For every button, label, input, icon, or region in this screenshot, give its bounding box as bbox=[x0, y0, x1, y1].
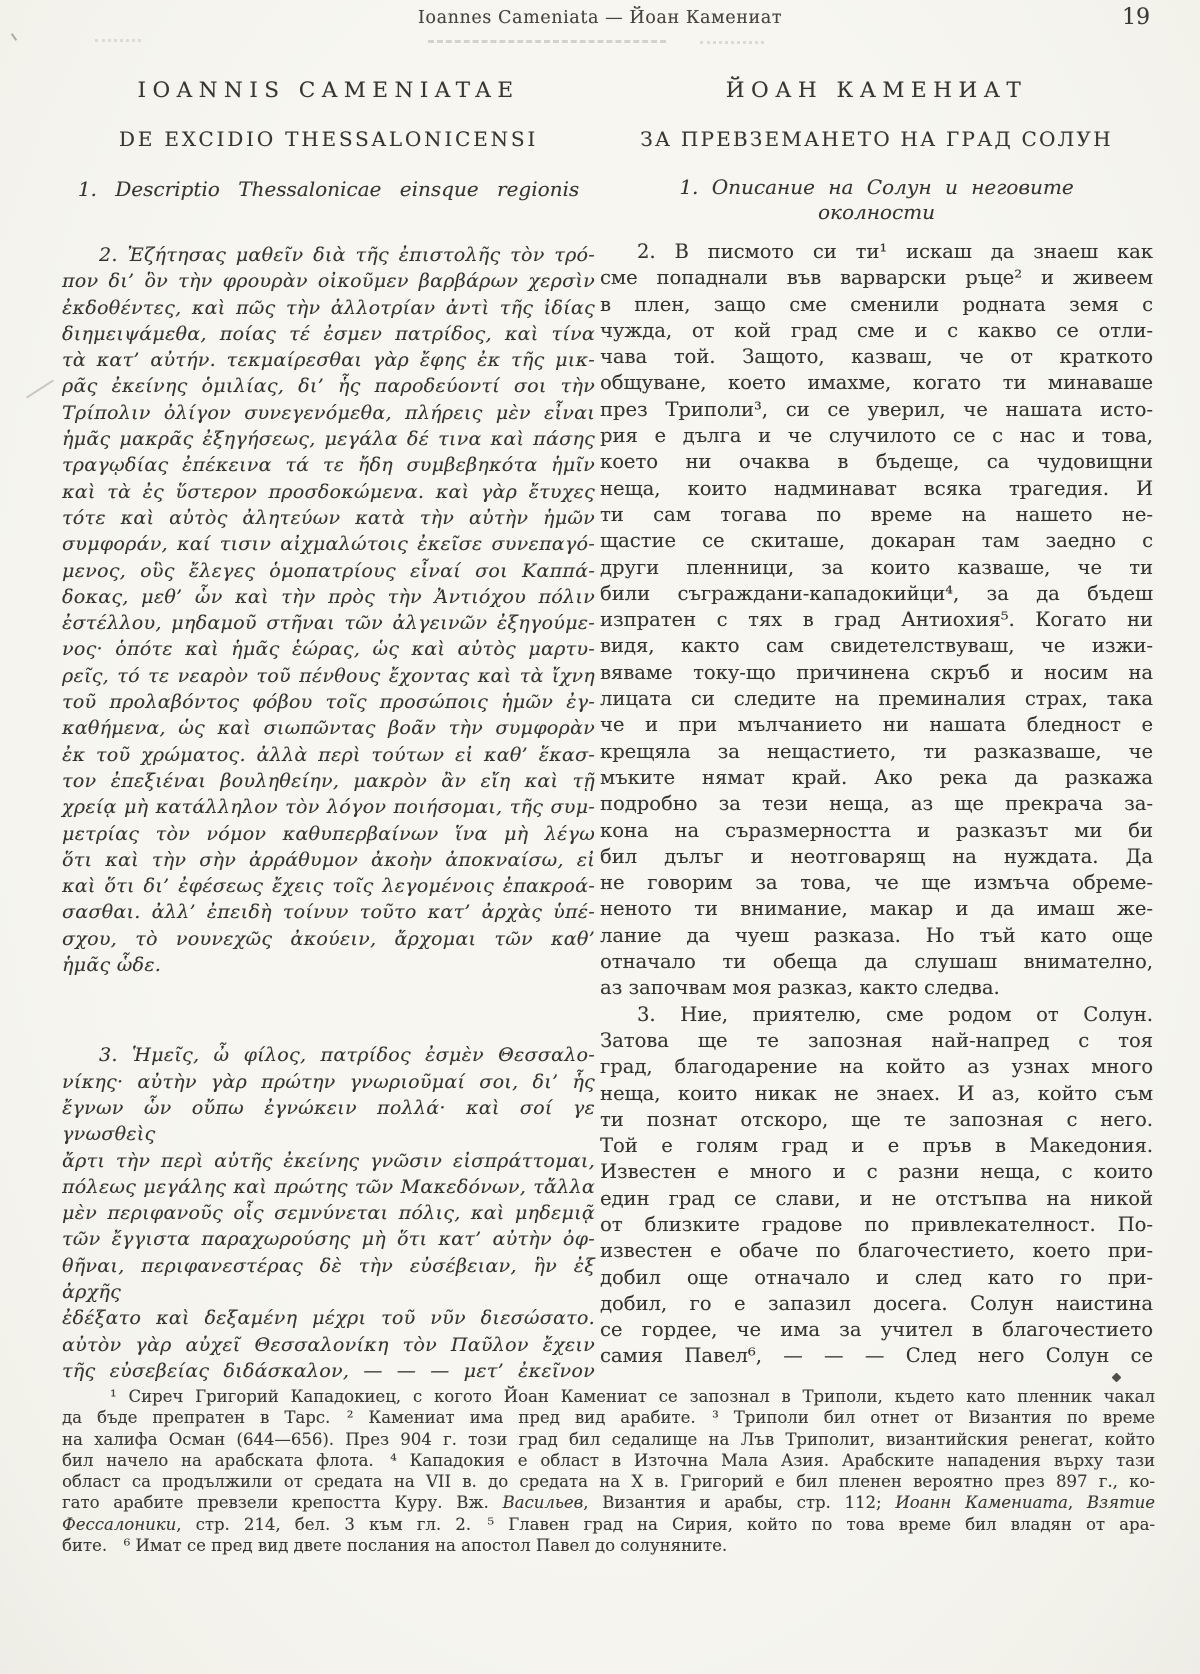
latin-section-heading: 1. Descriptio Thessalonicae einsque regionis bbox=[77, 177, 580, 201]
text-line: бил начело на арабската флота. ⁴ Кападокия е област в Източна Мала Азия. Арабските нападения върху тази bbox=[62, 1450, 1155, 1470]
text-line: щастие се скиташе, докаран там заедно с bbox=[600, 529, 1153, 553]
text-line: да бъде препратен в Тарс. ² Камениат има пред вид арабите. ³ Триполи бил отнет от Византия по време bbox=[62, 1408, 1155, 1428]
text-line: τῆς εὐσεβείας διδάσκαλον, — — — μετ’ ἐκεῖνον bbox=[62, 1359, 595, 1382]
text-line: ἐδέξατο καὶ δεξαμένη μέχρι τοῦ νῦν διεσώσατο. bbox=[62, 1307, 595, 1330]
text-line: добил още отначало и след като го при- bbox=[600, 1265, 1153, 1289]
text-line: аз започвам моя разказ, както следва. bbox=[600, 976, 1000, 1000]
bulgarian-section-heading bbox=[600, 175, 1153, 225]
text-line: καὶ ὅτι δι’ ἐφέσεως ἔχεις τοῖς λεγομένοις ἐπακροά- bbox=[62, 875, 595, 898]
text-line: неща, които надминават всяка трагедия. И bbox=[600, 476, 1153, 500]
text-line: νος· ὁπότε καὶ ἡμᾶς ἑώρας, ὡς καὶ αὐτὸς μαρτυ- bbox=[62, 638, 595, 661]
text-line: ἐστέλλου, μηδαμοῦ στῆναι τῶν ἀλγεινῶν ἐξηγούμε- bbox=[62, 612, 595, 635]
latin-title: IOANNIS CAMENIATAE bbox=[137, 78, 520, 103]
text-line: ρᾶς ἐκείνης ὁμιλίας, δι’ ἧς παροδεύοντί σοι τὴν bbox=[62, 375, 595, 398]
text-line: διημειψάμεθα, ποίας τέ ἐσμεν πατρίδος, καὶ τίνα bbox=[62, 322, 595, 345]
text-line: мъките нямат край. Ако река да разкажа bbox=[600, 765, 1153, 789]
text-line: били съграждани-кападокийци⁴, за да бъдеш bbox=[600, 581, 1153, 605]
right-column-bulgarian bbox=[600, 66, 1153, 1370]
text-line: град, благодарение на който аз узнах много bbox=[600, 1055, 1153, 1079]
text-line: ти познат отскоро, ще те запозная с него. bbox=[600, 1107, 1153, 1131]
text-line: 2. Ἐζήτησας μαθεῖν διὰ τῆς ἐπιστολῆς τὸν τρό- bbox=[99, 244, 595, 266]
text-line: самия Павел⁶, — — — След него Солун се bbox=[600, 1344, 1153, 1368]
left-column-greek-latin bbox=[62, 66, 595, 1384]
text-line: πόλεως μεγάλης καὶ πρώτης τῶν Μακεδόνων, τἄλλα bbox=[62, 1175, 595, 1198]
text-line: общуване, което имахме, когато ти минаваше bbox=[600, 371, 1153, 395]
text-line: σασθαι. ἀλλ’ ἐπειδὴ τοίνυν τοῦτο κατ’ ἀρχὰς ὑπέ- bbox=[62, 901, 595, 924]
text-line: Той е голям град и е пръв в Македония. bbox=[600, 1134, 1153, 1158]
text-line: други пленници, за които казваше, че ти bbox=[600, 555, 1153, 579]
text-line: неща, които никак не знаех. И аз, който съм bbox=[600, 1081, 1153, 1105]
text-line: μετρίας τὸν νόμον καθυπερβαίνων ἵνα μὴ λέγω bbox=[62, 822, 595, 845]
text-line: χρείᾳ μὴ κατάλληλον τὸν λόγον ποιήσομαι, τῆς συμ- bbox=[62, 796, 595, 819]
text-line: се гордее, че има за учител в благочестието bbox=[600, 1318, 1153, 1342]
section-heading-line: околности bbox=[817, 200, 936, 224]
text-line: рия е дълга и че случилото се с нас и това, bbox=[600, 424, 1153, 448]
text-line: θῆναι, περιφανεστέρας δὲ τὴν εὐσέβειαν, ἣν ἐξ ἀρχῆς bbox=[62, 1254, 595, 1303]
text-line: Известен е много и с разни неща, с които bbox=[600, 1160, 1153, 1184]
text-line: област са продължили от средата на VII в. до средата на X в. Григорий е бил пленен вероятно през 897 г., ко- bbox=[62, 1472, 1155, 1492]
scan-smudge bbox=[700, 41, 764, 44]
text-line: μενος, οὓς ἔλεγες ὁμοπατρίους εἶναί σοι Καππά- bbox=[62, 559, 595, 582]
ink-speck bbox=[26, 379, 54, 398]
text-line: не говорим за това, че ще измъча обреме- bbox=[600, 871, 1153, 895]
text-line: чужда, от кой град сме и с какво се отли- bbox=[600, 318, 1153, 342]
text-line: ἄρτι τὴν περὶ αὐτῆς ἐκείνης γνῶσιν εἰσπράττομαι, bbox=[62, 1149, 595, 1172]
greek-paragraph-2 bbox=[62, 242, 595, 978]
text-line: че и при мълчанието ни нашата бледност е bbox=[600, 713, 1153, 737]
text-line: крещяла за нещастието, ти разказваше, че bbox=[600, 739, 1153, 763]
text-line: τότε καὶ αὐτὸς ἀλητεύων κατὰ τὴν αὐτὴν ἡμῶν bbox=[62, 506, 595, 529]
page-number: 19 bbox=[1122, 5, 1150, 30]
text-line: кона на съразмерността и разказът ми би bbox=[600, 818, 1153, 842]
text-line: един град се слави, и не отстъпва на никой bbox=[600, 1186, 1153, 1210]
text-line: καὶ τὰ ἐς ὕστερον προσδοκώμενα. καὶ γὰρ ἔτυχες bbox=[62, 480, 595, 503]
footnotes-block bbox=[62, 1386, 1155, 1556]
text-line: бите. ⁶ Имат се пред вид двете послания на апостол Павел до солуняните. bbox=[62, 1536, 728, 1556]
text-line: τραγῳδίας ἐπέκεινα τά τε ἤδη συμβεβηκότα ἡμῖν bbox=[62, 454, 595, 477]
text-line: добил, го е запазил досега. Солун наистина bbox=[600, 1291, 1153, 1315]
text-line: ὅτι καὶ τὴν σὴν ἀρράθυμον ἀκοὴν ἀποκναίσω, εἰ bbox=[62, 848, 595, 871]
latin-subtitle: DE EXCIDIO THESSALONICENSI bbox=[118, 127, 539, 151]
text-line: συμφοράν, καί τισιν αἰχμαλώτοις ἐκεῖσε συνεπαγό- bbox=[62, 533, 595, 556]
text-line: известен е обаче по благочестието, което при- bbox=[600, 1239, 1153, 1263]
section-heading-line: 1. Описание на Солун и неговите bbox=[679, 175, 1074, 199]
text-line: τῶν ἔγγιστα παραχωρούσης μὴ ὅτι κατ’ αὐτὴν ὀφ- bbox=[62, 1228, 595, 1251]
text-line: τὰ κατ’ αὐτήν. τεκμαίρεσθαι γὰρ ἔφης ἐκ τῆς μικ- bbox=[62, 349, 595, 372]
text-line: сме попаднали във варварски ръце² и живеем bbox=[600, 266, 1153, 290]
text-line: τον ἐπεξιέναι βουληθείην, μακρὸν ἂν εἴη καὶ τῇ bbox=[62, 769, 595, 792]
text-line: в плен, защо сме сменили родната земя с bbox=[600, 292, 1153, 316]
text-line: ¹ Сиреч Григорий Кападокиец, с когото Йоан Камениат се запознал в Триполи, където като пленник чакал bbox=[110, 1387, 1155, 1406]
text-line: неното ти внимание, макар и да имаш же- bbox=[600, 897, 1153, 921]
text-line: лицата си следите на преминалия страх, така bbox=[600, 687, 1153, 711]
text-line: σχου, τὸ νουνεχῶς ἀκούειν, ἄρχομαι τῶν καθ’ bbox=[62, 927, 595, 950]
text-line: 2. В писмото си ти¹ искаш да знаеш как bbox=[637, 240, 1153, 263]
text-line: лание да чуеш разказа. Но тъй като още bbox=[600, 923, 1153, 947]
text-line: Затова ще те запозная най-напред с тоя bbox=[600, 1028, 1153, 1052]
text-line: νίκης· αὐτὴν γὰρ πρώτην γνωριοῦμαί σοι, δι’ ἧς bbox=[62, 1070, 595, 1093]
text-line: ρεῖς, τό τε νεαρὸν τοῦ πένθους ἔχοντας καὶ τὰ ἴχνη bbox=[62, 664, 595, 687]
text-line: δοκας, μεθ’ ὧν καὶ τὴν πρὸς τὴν Ἀντιόχου πόλιν bbox=[62, 585, 595, 608]
scan-smudge bbox=[428, 40, 666, 43]
text-line: вяваме току-що причинена скръб и носим на bbox=[600, 660, 1153, 684]
bulgarian-paragraph-3 bbox=[600, 1002, 1153, 1370]
text-line: Τρίπολιν ὀλίγον συνεγενόμεθα, πλήρεις μὲν εἶναι bbox=[62, 401, 595, 424]
text-line: през Триполи³, си се уверил, че нашата исто- bbox=[600, 397, 1153, 421]
text-line: отначало ти обеща да слушаш внимателно, bbox=[600, 950, 1153, 974]
text-line: видя, както сам свидетелствуваш, че изжи- bbox=[600, 634, 1153, 658]
bulgarian-subtitle: ЗА ПРЕВЗЕМАНЕТО НА ГРАД СОЛУН bbox=[640, 127, 1113, 151]
bulgarian-paragraph-2 bbox=[600, 239, 1153, 1002]
text-line: 3. Ἡμεῖς, ὦ φίλος, πατρίδος ἐσμὲν Θεσσαλο- bbox=[99, 1044, 595, 1067]
greek-paragraph-3 bbox=[62, 1042, 595, 1384]
ink-speck bbox=[11, 33, 17, 41]
text-line: καθήμενα, ὡς καὶ σιωπῶντας βοᾶν τὴν συμφορὰν bbox=[62, 717, 595, 740]
ink-speck bbox=[1112, 1373, 1122, 1383]
text-line: αὐτὸν γὰρ αὐχεῖ Θεσσαλονίκη τὸν Παῦλον ἔχειν bbox=[62, 1333, 595, 1356]
text-line: πον δι’ ὃν τὴν φρουρὰν οἰκοῦμεν βαρβάρων χερσὶν bbox=[62, 270, 595, 293]
text-line: чава той. Защото, казваш, че от краткото bbox=[600, 345, 1153, 369]
text-line: ἡμᾶς μακρᾶς ἐξηγήσεως, μεγάλα δέ τινα καὶ πάσης bbox=[62, 428, 595, 451]
text-line: на халифа Осман (644—656). През 904 г. този град бил седалище на Лъв Триполит, византийския ренегат, който bbox=[62, 1429, 1155, 1449]
text-line: бил дълъг и неотговарящ на нуждата. Да bbox=[600, 844, 1153, 868]
text-line: ἔγνων ὧν οὔπω ἐγνώκειν πολλά· καὶ σοί γε γνωσθεὶς bbox=[62, 1096, 595, 1146]
text-line: подробно за тези неща, аз ще прекрача за- bbox=[600, 792, 1153, 816]
running-header: Ioannes Cameniata — Йоан Камениат bbox=[417, 8, 783, 28]
text-line: ἐκδοθέντες, καὶ πῶς τὴν ἀλλοτρίαν ἀντὶ τῆς ἰδίας bbox=[62, 296, 595, 319]
scan-smudge bbox=[95, 39, 141, 42]
text-line: μὲν περιφανοῦς οἷς σεμνύνεται πόλις, καὶ μηδεμιᾷ bbox=[62, 1202, 595, 1225]
text-line: изпратен с тях в град Антиохия⁵. Когато ни bbox=[600, 608, 1153, 632]
bulgarian-title: ЙОАН КАМЕНИАТ bbox=[725, 78, 1028, 103]
text-line: ти сам тогава по време на нашето не- bbox=[600, 502, 1153, 526]
text-line: ἡμᾶς ὧδε. bbox=[62, 954, 162, 977]
text-line: от близките градове по привлекателност. По- bbox=[600, 1212, 1153, 1236]
text-line: τοῦ προλαβόντος φόβου τοῖς προσώποις ἡμῶν ἐγ- bbox=[62, 691, 595, 714]
text-line: гато арабите превзели крепостта Куру. Вж. Васильев, Византия и арабы, стр. 112; Иоанн Камениата, Взятие bbox=[62, 1493, 1155, 1513]
text-line: ἐκ τοῦ χρώματος. ἀλλὰ περὶ τούτων εἰ καθ’ ἕκασ- bbox=[62, 743, 595, 766]
text-line: 3. Ние, приятелю, сме родом от Солун. bbox=[637, 1002, 1153, 1026]
text-line: което ни очаква в бъдеще, са чудовищни bbox=[600, 450, 1153, 474]
text-line: Фессалоники, стр. 214, бел. 3 към гл. 2. ⁵ Главен град на Сирия, който по това време бил владян от ара- bbox=[62, 1514, 1155, 1534]
